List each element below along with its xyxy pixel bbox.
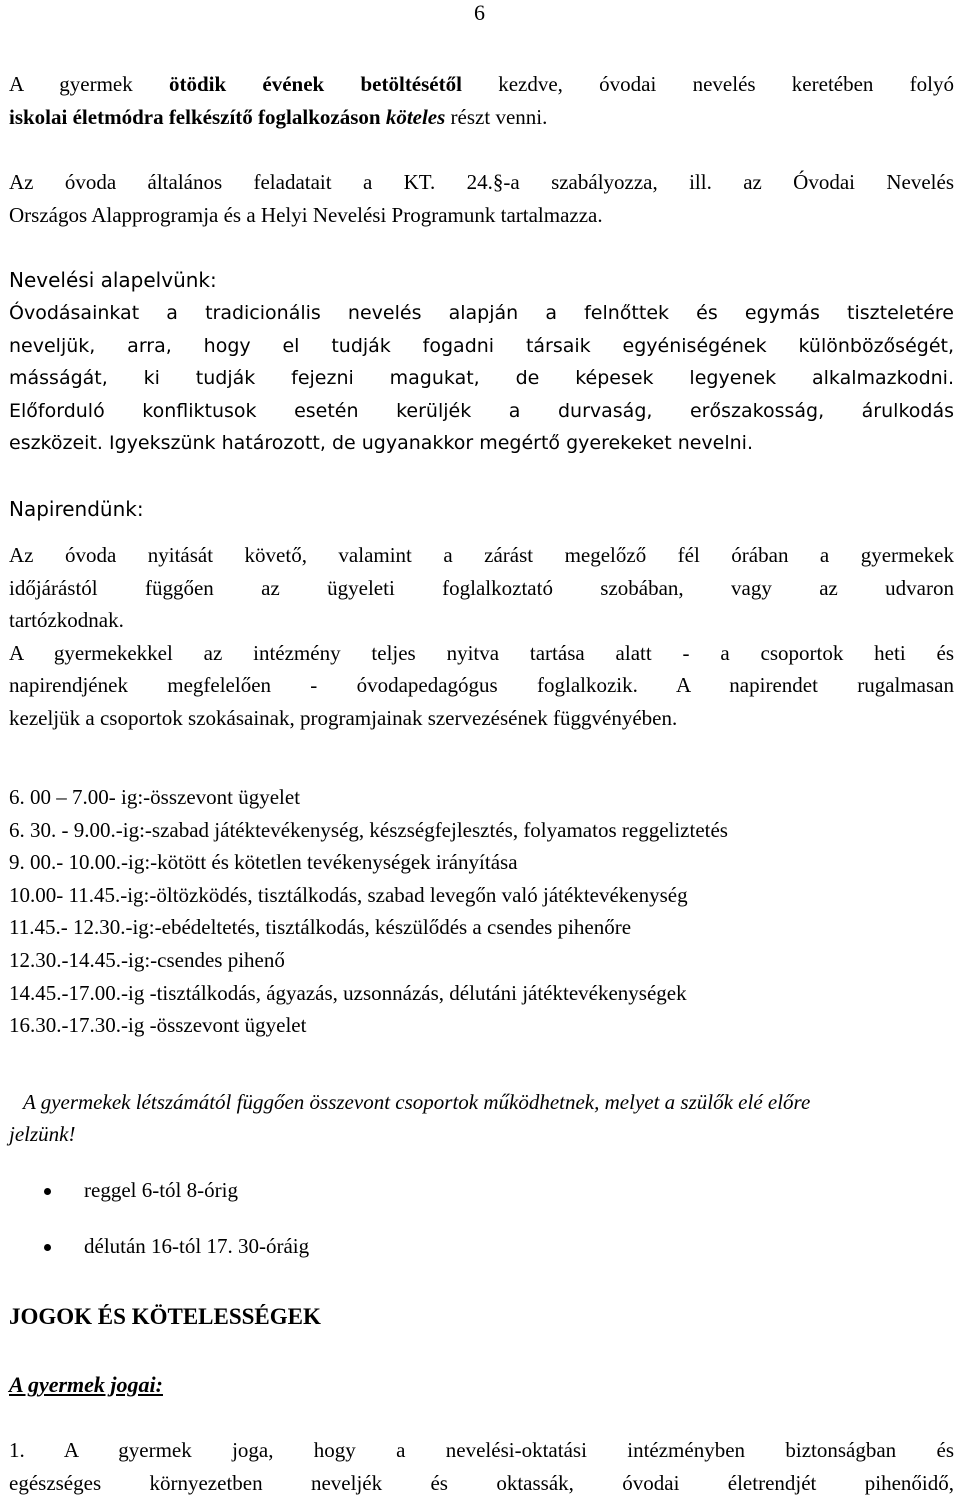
routine-line: időjárástól függően az ügyeleti foglalkoztató szobában, vagy az udvaron bbox=[9, 575, 954, 600]
principles-paragraph bbox=[9, 297, 954, 460]
routine-line: tartózkodnak. bbox=[9, 608, 124, 632]
note-line-1: A gyermekek létszámától függően összevont csoportok működhetnek, melyet a szülők elé előre bbox=[23, 1090, 811, 1114]
schedule-item: 14.45.-17.00.-ig -tisztálkodás, ágyazás, uzsonnázás, délutáni játéktevékenységek bbox=[9, 980, 687, 1005]
principles-line: Óvodásainkat a tradicionális nevelés alapján a felnőttek és egymás tiszteletére bbox=[9, 302, 954, 324]
intro-text: kezdve, óvodai nevelés keretében folyó bbox=[461, 72, 954, 96]
principles-line: Előforduló konfliktusok esetén kerüljék a durvaság, erőszakosság, árulkodás bbox=[9, 399, 954, 422]
daily-routine-heading: Napirendünk: bbox=[9, 497, 144, 521]
tasks-line-1: Az óvoda általános feladatait a KT. 24.§-a szabályozza, ill. az Óvodai Nevelés bbox=[9, 170, 954, 194]
intro-bold-text: ötödik évének betöltésétől bbox=[168, 72, 462, 96]
schedule-list bbox=[9, 781, 954, 1042]
principles-line: másságát, ki tudják fejezni magukat, de képesek legyenek alkalmazkodni. bbox=[9, 367, 954, 389]
schedule-item: 16.30.-17.30.-ig -összevont ügyelet bbox=[9, 1013, 307, 1038]
groups-note bbox=[9, 1086, 949, 1150]
list-item-label: délután 16-tól 17. 30-óráig bbox=[84, 1234, 310, 1258]
list-item-label: reggel 6-tól 8-órig bbox=[84, 1178, 238, 1202]
principles-line: eszközeit. Igyekszünk határozott, de ugyanakkor megértő gyerekeket nevelni. bbox=[9, 432, 753, 454]
intro-text: részt venni. bbox=[445, 104, 548, 129]
tasks-line-2: Országos Alapprogramja és a Helyi Nevelési Programunk tartalmazza. bbox=[9, 202, 603, 227]
rights-paragraph bbox=[9, 1434, 954, 1499]
routine-line: kezeljük a csoportok szokásainak, programjainak szervezésének függvényében. bbox=[9, 705, 678, 730]
schedule-item: 6. 30. - 9.00.-ig:-szabad játéktevékenység, készségfejlesztés, folyamatos reggeliztetés bbox=[9, 817, 728, 842]
intro-bold-text: iskolai életmódra felkészítő foglalkozáson bbox=[9, 104, 386, 129]
principles-heading: Nevelési alapelvünk: bbox=[9, 268, 217, 292]
bullet-icon bbox=[44, 1188, 51, 1195]
sub-heading: A gyermek jogai: bbox=[9, 1372, 163, 1397]
schedule-item: 6. 00 – 7.00- ig:-összevont ügyelet bbox=[9, 785, 301, 809]
schedule-item: 9. 00.- 10.00.-ig:-kötött és kötetlen tevékenységek irányítása bbox=[9, 850, 518, 875]
schedule-item: 10.00- 11.45.-ig:-öltözködés, tisztálkodás, szabad levegőn való játéktevékenység bbox=[9, 882, 688, 907]
intro-text: A gyermek bbox=[9, 72, 169, 96]
schedule-item: 12.30.-14.45.-ig:-csendes pihenő bbox=[9, 947, 285, 972]
bullet-icon bbox=[44, 1244, 51, 1251]
page-number: 6 bbox=[474, 0, 485, 25]
routine-line: A gyermekekkel az intézmény teljes nyitva tartása alatt - a csoportok heti és bbox=[9, 640, 954, 665]
intro-line-1 bbox=[9, 68, 954, 101]
routine-line: Az óvoda nyitását követő, valamint a zárást megelőző fél órában a gyermekek bbox=[9, 543, 954, 567]
tasks-paragraph bbox=[9, 166, 954, 231]
principles-line: neveljük, arra, hogy el tudják fogadni társaik egyéniségének különbözőségét, bbox=[9, 334, 954, 357]
note-line-2: jelzünk! bbox=[9, 1122, 76, 1146]
section-heading: JOGOK ÉS KÖTELESSÉGEK bbox=[9, 1304, 321, 1329]
intro-bold-italic-text: köteles bbox=[385, 104, 446, 129]
intro-line-2 bbox=[9, 101, 954, 134]
rights-line: egészséges környezetben neveljék és oktassák, óvodai életrendjét pihenőidő, bbox=[9, 1470, 954, 1495]
intro-paragraph bbox=[9, 68, 954, 133]
schedule-item: 11.45.- 12.30.-ig:-ebédeltetés, tisztálkodás, készülődés a csendes pihenőre bbox=[9, 915, 632, 940]
routine-line: napirendjének megfelelően - óvodapedagógus foglalkozik. A napirendet rugalmasan bbox=[9, 673, 954, 697]
rights-line: 1. A gyermek joga, hogy a nevelési-oktatási intézményben biztonságban és bbox=[9, 1438, 954, 1462]
daily-routine-paragraph bbox=[9, 539, 954, 734]
